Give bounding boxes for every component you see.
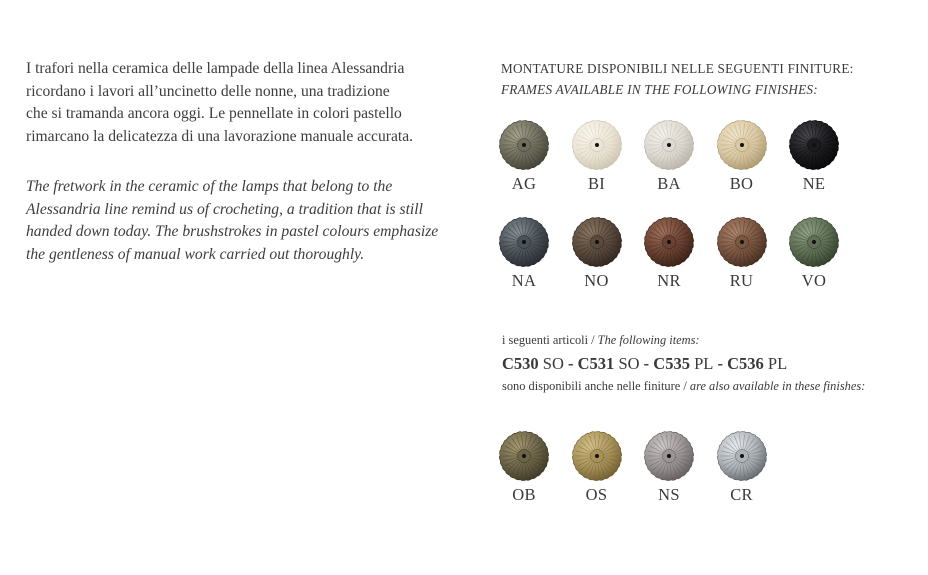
finish-swatch-ns (644, 431, 694, 481)
finish-swatch-bo (717, 120, 767, 170)
finish-swatch-ba (644, 120, 694, 170)
finish-swatch-vo (789, 217, 839, 267)
finish-code-label: BI (587, 174, 606, 193)
intro-english-line: handed down today. The brushstrokes in pastel colours emphasize (26, 223, 439, 240)
intro-english (26, 176, 466, 266)
frames-heading (501, 61, 854, 98)
article-suffix: SO (542, 354, 564, 373)
intro-english-line: the gentleness of manual work carried out thoroughly. (26, 245, 365, 263)
finish-swatch-cr (717, 431, 767, 481)
finish-code-label: VO (801, 271, 827, 290)
article-code: C535 (653, 354, 690, 373)
finish-code-label: NE (802, 174, 826, 193)
intro-english-line: The fretwork in the ceramic of the lamps that belong to the (26, 178, 393, 195)
articles-intro-english: The following items: (597, 333, 700, 347)
article-code: C531 (577, 354, 615, 373)
article-separator: - (639, 354, 654, 373)
intro-text (26, 58, 466, 266)
intro-italian-line: che si tramanda ancora oggi. Le pennellate in colori pastello (26, 105, 402, 122)
finish-code-label: BA (657, 174, 681, 193)
finish-code-label: NS (658, 485, 680, 504)
finish-swatch-ne (789, 120, 839, 170)
frames-heading-italian: MONTATURE DISPONIBILI NELLE SEGUENTI FINITURE: (501, 61, 854, 76)
article-separator: - (563, 354, 578, 373)
article-code: C536 (727, 354, 764, 373)
finish-code-label: BO (729, 174, 754, 193)
article-suffix: SO (618, 354, 640, 373)
finish-swatch-no (572, 217, 622, 267)
frames-heading-english: FRAMES AVAILABLE IN THE FOLLOWING FINISHES: (501, 82, 818, 97)
intro-italian-line: ricordano i lavori all’uncinetto delle nonne, una tradizione (26, 82, 390, 100)
finish-swatch-bi (572, 120, 622, 170)
finish-code-label: CR (730, 485, 753, 504)
article-suffix: PL (767, 354, 788, 373)
finish-swatch-na (499, 217, 549, 267)
articles-intro (502, 333, 865, 348)
finish-code-label: AG (511, 174, 537, 193)
also-available-english: are also available in these finishes: (689, 379, 866, 393)
finish-swatch-os (572, 431, 622, 481)
finish-code-label: NA (511, 271, 537, 290)
intro-italian-line: rimarcano la delicatezza di una lavorazione manuale accurata. (26, 127, 414, 145)
finish-code-label: NR (657, 271, 681, 290)
also-available-italian: sono disponibili anche nelle finiture / (502, 379, 690, 393)
articles-block (502, 333, 865, 394)
articles-also-available (502, 379, 865, 394)
intro-italian (26, 58, 466, 148)
finish-code-label: NO (584, 271, 609, 290)
finish-swatch-ob (499, 431, 549, 481)
intro-italian-line: I trafori nella ceramica delle lampade della linea Alessandria (26, 60, 405, 77)
finish-code-label: OB (512, 485, 536, 504)
intro-english-line: Alessandria line remind us of crocheting, a tradition that is still (26, 200, 423, 218)
finish-swatch-nr (644, 217, 694, 267)
finish-code-label: OS (585, 485, 608, 504)
finish-code-label: RU (729, 271, 754, 290)
finish-swatch-ru (717, 217, 767, 267)
article-separator: - (713, 354, 728, 373)
article-suffix: PL (694, 354, 714, 373)
articles-intro-italian: i seguenti articoli / (502, 333, 598, 347)
finish-swatch-ag (499, 120, 549, 170)
article-code: C530 (502, 354, 539, 373)
articles-codes (502, 354, 865, 374)
